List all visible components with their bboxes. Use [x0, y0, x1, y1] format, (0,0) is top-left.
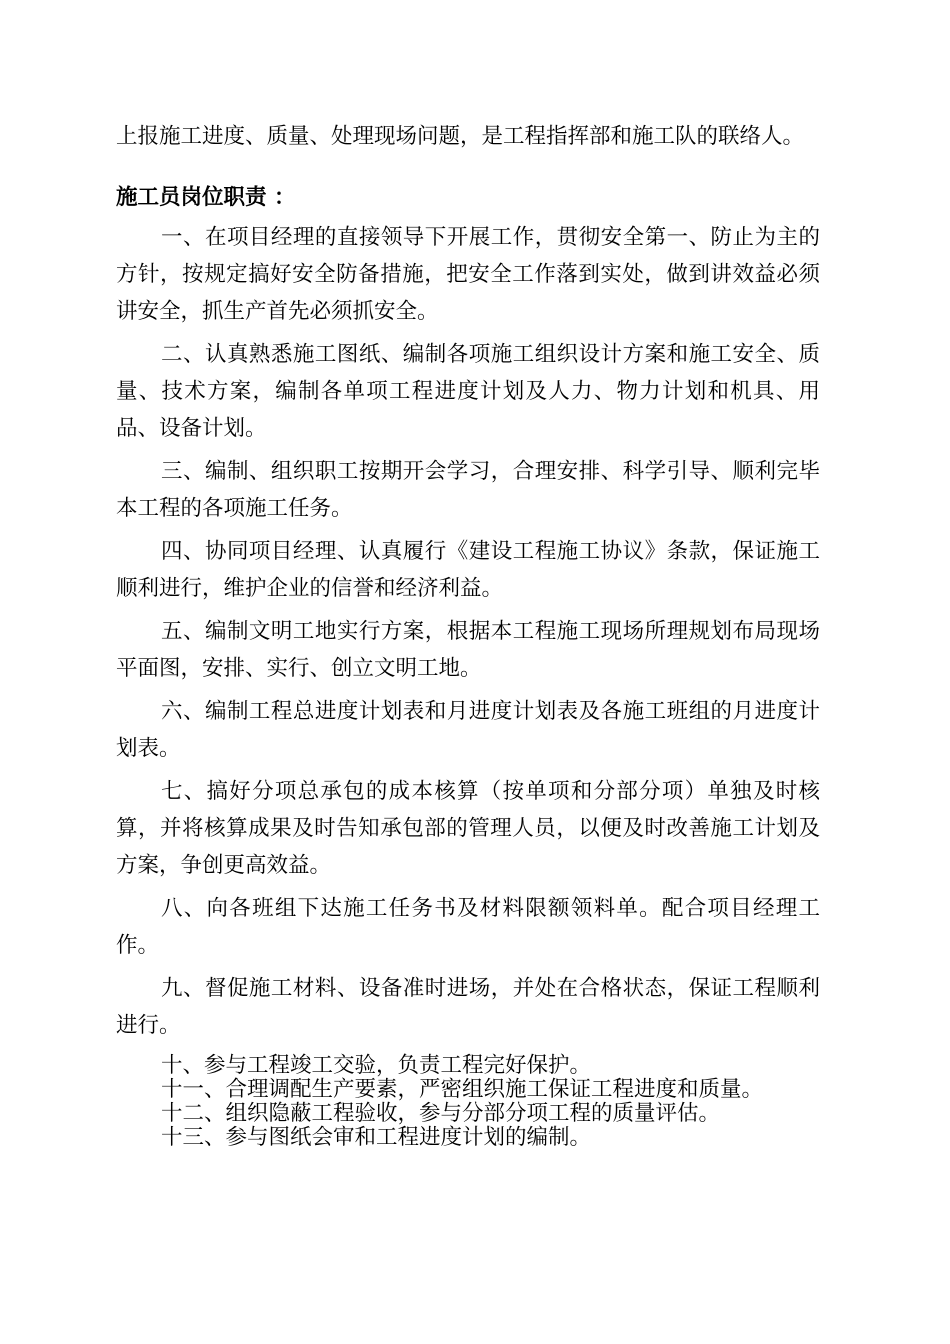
duty-paragraph-3: 三、编制、组织职工按期开会学习，合理安排、科学引导、顺利完毕本工程的各项施工任务。	[116, 459, 820, 521]
section-heading: 施工员岗位职责 ：	[116, 185, 296, 210]
short-duty-item: 十、参与工程竣工交验，负责工程完好保护。	[161, 1053, 592, 1078]
duty-paragraph-7: 七、搞好分项总承包的成本核算（按单项和分部分项）单独及时核算，并将核算成果及时告知承包部的管理人员，以便及时改善施工计划及方案，争创更高效益。	[116, 779, 820, 878]
duty-paragraph-6: 六、编制工程总进度计划表和月进度计划表及各施工班组的月进度计划表。	[116, 699, 820, 761]
duty-paragraph-4: 四、协同项目经理、认真履行《建设工程施工协议》条款，保证施工顺利进行，维护企业的信誉和经济利益。	[116, 539, 820, 601]
duty-paragraph-2: 二、认真熟悉施工图纸、编制各项施工组织设计方案和施工安全、质量、技术方案，编制各单项工程进度计划及人力、物力计划和机具、用品、设备计划。	[116, 342, 820, 441]
duty-paragraph-1: 一、在项目经理的直接领导下开展工作，贯彻安全第一、防止为主的方针，按规定搞好安全防备措施，把安全工作落到实处，做到讲效益必须讲安全，抓生产首先必须抓安全。	[116, 225, 820, 324]
short-duty-item: 十一、合理调配生产要素，严密组织施工保证工程进度和质量。	[161, 1077, 764, 1102]
intro-paragraph: 上报施工进度、质量、处理现场问题，是工程指挥部和施工队的联络人。	[116, 124, 805, 149]
duty-paragraph-5: 五、编制文明工地实行方案，根据本工程施工现场所理规划布局现场平面图，安排、实行、创立文明工地。	[116, 619, 820, 681]
document-body	[116, 118, 820, 1150]
duty-paragraph-8: 八、向各班组下达施工任务书及材料限额领料单。配合项目经理工作。	[116, 896, 820, 958]
duty-paragraph-9: 九、督促施工材料、设备准时进场，并处在合格状态，保证工程顺利进行。	[116, 976, 820, 1038]
short-duty-item: 十二、组织隐蔽工程验收，参与分部分项工程的质量评估。	[161, 1101, 721, 1126]
short-duty-list	[116, 1054, 820, 1150]
short-duty-item: 十三、参与图纸会审和工程进度计划的编制。	[161, 1125, 592, 1150]
